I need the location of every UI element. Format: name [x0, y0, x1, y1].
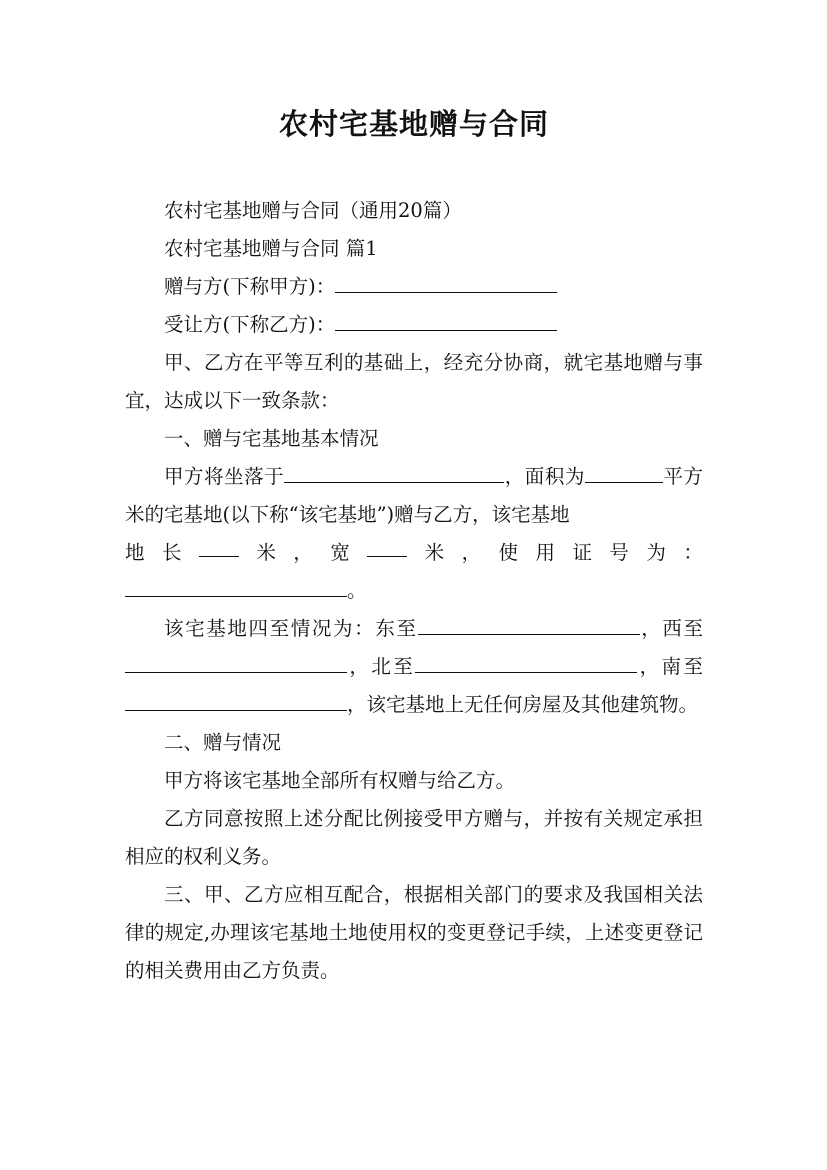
- length-blank: [199, 534, 239, 557]
- boundary-south-label: ，南至: [637, 655, 703, 678]
- dim-char: 使: [498, 541, 519, 564]
- paragraph-acceptance: 乙方同意按照上述分配比例接受甲方赠与，并按有关规定承担相应的权利义务。: [125, 807, 703, 868]
- paragraph-certificate: [125, 572, 703, 610]
- paragraph-section-3: 三、甲、乙方应相互配合，根据相关部门的要求及我国相关法律的规定,办理该宅基地土地使用权的变更登记手续，上述变更登记的相关费用由乙方负责。: [125, 883, 703, 982]
- paragraph-recipient: [125, 306, 703, 344]
- land-area-text: 平方米的宅基地(以下称“该宅基地”)赠与乙方，该宅基地: [125, 465, 703, 526]
- dim-char: ：: [683, 541, 703, 564]
- dim-char: 号: [609, 541, 629, 564]
- paragraph-boundaries: [125, 610, 703, 724]
- land-location-blank: [284, 460, 504, 483]
- width-blank: [367, 534, 407, 557]
- dim-char: 地: [125, 541, 145, 564]
- paragraph-land-dimensions: [125, 534, 703, 572]
- recipient-label: 受让方(下称乙方)：: [164, 313, 336, 336]
- dim-char: 米: [424, 541, 445, 564]
- donor-blank: [335, 270, 557, 293]
- boundary-east-blank: [418, 612, 640, 635]
- paragraph-land-info: [125, 458, 703, 534]
- dim-char: 为: [646, 541, 666, 564]
- boundary-west-blank: [125, 650, 347, 673]
- donor-label: 赠与方(下称甲方)：: [164, 275, 336, 298]
- boundary-east-label: 该宅基地四至情况为：东至: [164, 617, 418, 640]
- paragraph-section-2: 二、赠与情况: [164, 731, 282, 754]
- paragraph-intro: 甲、乙方在平等互利的基础上，经充分协商，就宅基地赠与事宜，达成以下一致条款：: [125, 351, 703, 412]
- paragraph-chapter-title: 农村宅基地赠与合同 篇1: [164, 237, 378, 260]
- dim-char: 宽: [330, 541, 350, 564]
- paragraph-section-1: 一、赠与宅基地基本情况: [164, 427, 379, 450]
- boundary-west-label: ，西至: [639, 617, 703, 640]
- dim-char: 米: [256, 541, 276, 564]
- boundary-north-blank: [415, 650, 637, 673]
- land-area-label: ，面积为: [504, 465, 585, 488]
- boundary-south-blank: [125, 688, 347, 711]
- dim-char: 证: [572, 541, 592, 564]
- dim-char: ，: [293, 541, 313, 564]
- land-area-blank: [585, 460, 663, 483]
- certificate-period: 。: [347, 579, 367, 602]
- document-body: [125, 192, 703, 990]
- dim-char: 用: [535, 541, 556, 564]
- certificate-number-blank: [125, 574, 347, 597]
- paragraph-donor: [125, 268, 703, 306]
- dim-char: ，: [461, 541, 482, 564]
- document-page: [125, 0, 703, 1170]
- dim-char: 长: [161, 541, 182, 564]
- document-title: 农村宅基地赠与合同: [278, 107, 549, 141]
- land-location-label: 甲方将坐落于: [164, 465, 285, 488]
- paragraph-gift-ownership: 甲方将该宅基地全部所有权赠与给乙方。: [164, 769, 516, 792]
- recipient-blank: [335, 308, 557, 331]
- paragraph-heading-collection: 农村宅基地赠与合同（通用20篇）: [164, 199, 462, 222]
- boundary-north-label: ，北至: [347, 655, 416, 678]
- boundary-text: ，该宅基地上无任何房屋及其他建筑物。: [347, 693, 699, 716]
